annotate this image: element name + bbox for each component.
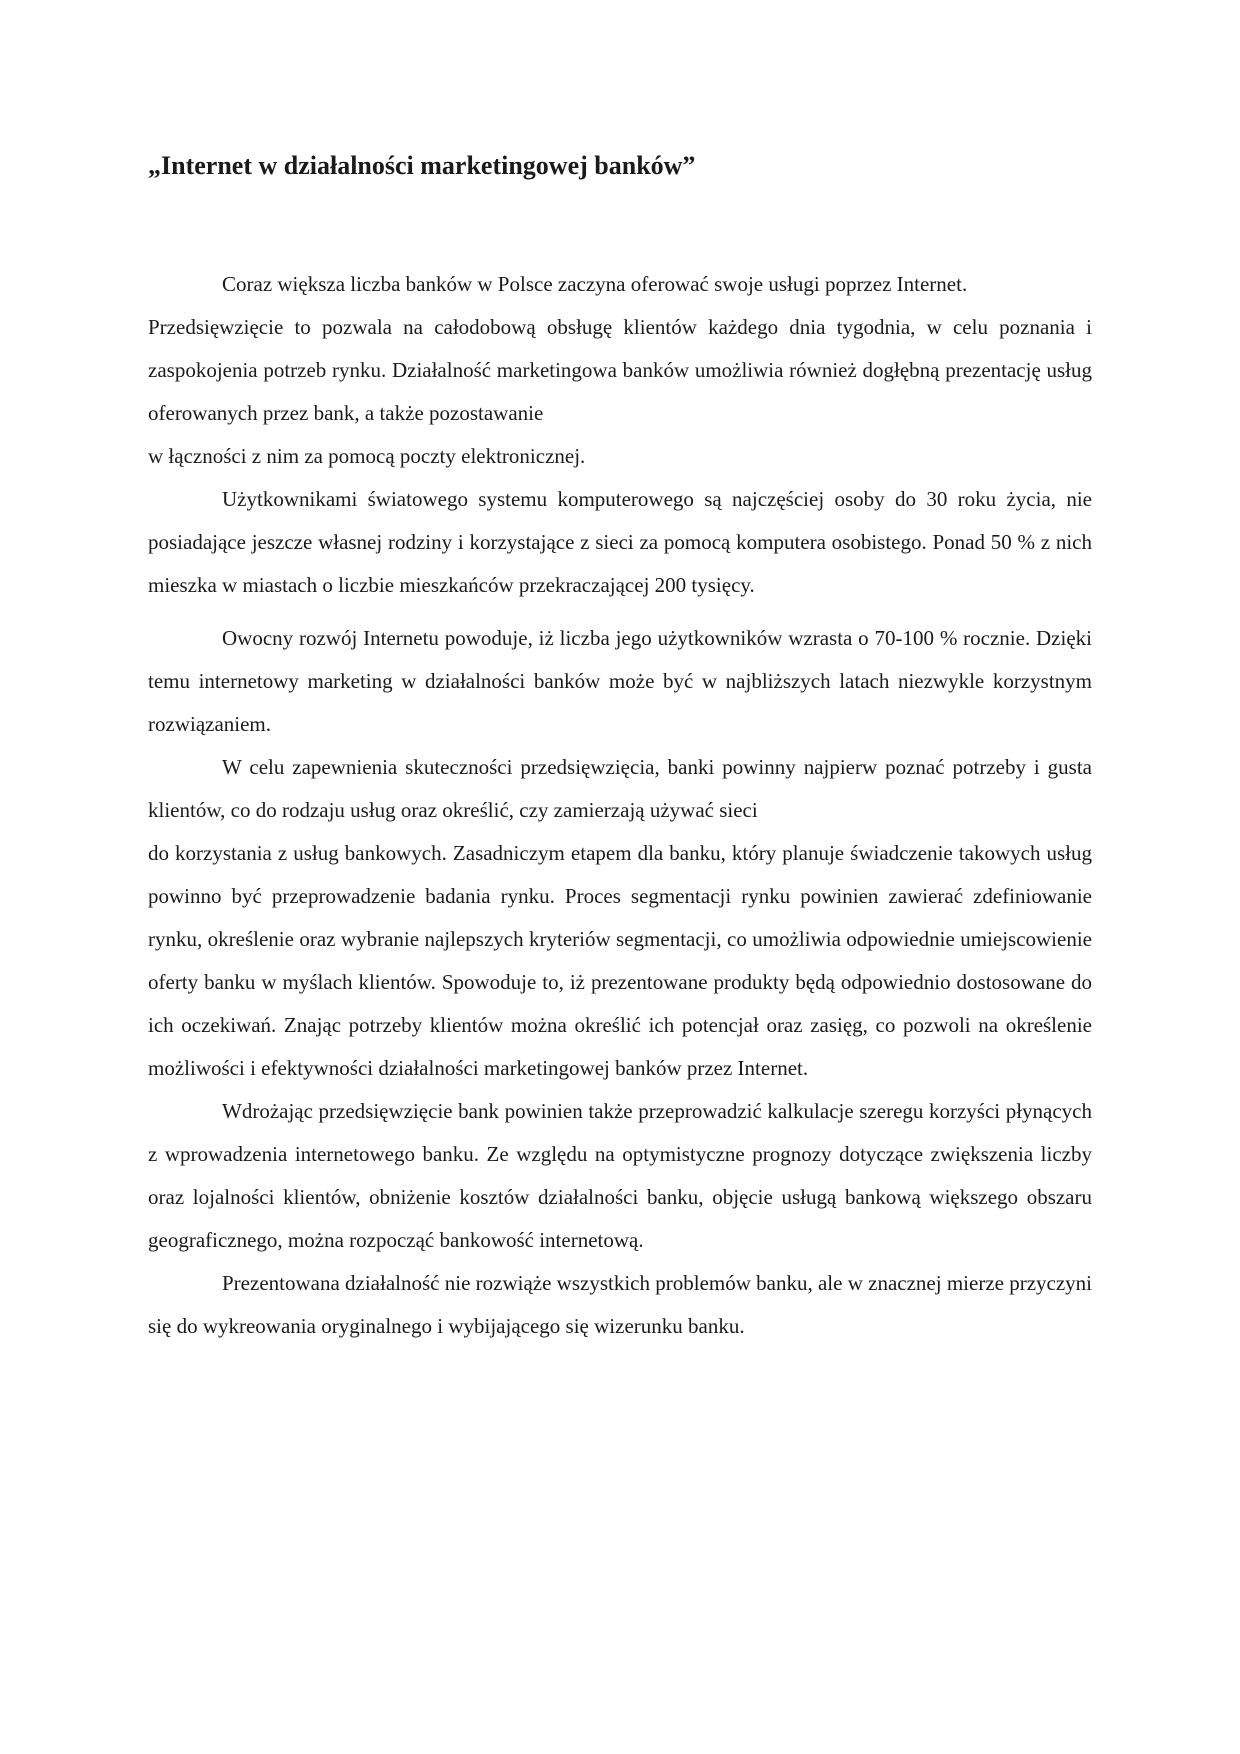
- paragraph-4: Użytkownikami światowego systemu komputerowego są najczęściej osoby do 30 roku życia, nie posiadające jeszcze własnej rodziny i korzystające z sieci za pomocą komputera osobistego. Ponad 50 % z nich mieszka w miastach o liczbie mieszkańców przekraczającej 200 tysięcy.: [148, 487, 1092, 597]
- paragraph-7: do korzystania z usług bankowych. Zasadniczym etapem dla banku, który planuje świadczenie takowych usług powinno być przeprowadzenie badania rynku. Proces segmentacji rynku powinien zawierać zdefiniowanie rynku, określenie oraz wybranie najlepszych kryteriów segmentacji, co umożliwia odpowiednie umiejscowienie oferty banku w myślach klientów. Spowoduje to, iż prezentowane produkty będą odpowiednio dostosowane do ich oczekiwań. Znając potrzeby klientów można określić ich potencjał oraz zasięg, co pozwoli na określenie możliwości i efektywności działalności marketingowej banków przez Internet.: [148, 841, 1092, 1080]
- paragraph-1: Coraz większa liczba banków w Polsce zaczyna oferować swoje usługi poprzez Internet.: [222, 272, 968, 296]
- paragraph-8: Wdrożając przedsięwzięcie bank powinien także przeprowadzić kalkulacje szeregu korzyści płynących z wprowadzenia internetowego banku. Ze względu na optymistyczne prognozy dotyczące zwiększenia liczby oraz lojalności klientów, obniżenie kosztów działalności banku, objęcie usługą bankową większego obszaru geograficznego, można rozpocząć bankowość internetową.: [148, 1099, 1092, 1252]
- paragraph-5: Owocny rozwój Internetu powoduje, iż liczba jego użytkowników wzrasta o 70-100 % rocznie. Dzięki temu internetowy marketing w działalności banków może być w najbliższych latach niezwykle korzystnym rozwiązaniem.: [148, 626, 1092, 736]
- paragraph-9: Prezentowana działalność nie rozwiąże wszystkich problemów banku, ale w znacznej mierze przyczyni się do wykreowania oryginalnego i wybijającego się wizerunku banku.: [148, 1271, 1092, 1338]
- paragraph-3: w łączności z nim za pomocą poczty elektronicznej.: [148, 444, 586, 468]
- paragraph-2: Przedsięwzięcie to pozwala na całodobową obsługę klientów każdego dnia tygodnia, w celu poznania i zaspokojenia potrzeb rynku. Działalność marketingowa banków umożliwia również dogłębną prezentację usług oferowanych przez bank, a także pozostawanie: [148, 315, 1092, 425]
- paragraph-6: W celu zapewnienia skuteczności przedsięwzięcia, banki powinny najpierw poznać potrzeby i gusta klientów, co do rodzaju usług oraz określić, czy zamierzają używać sieci: [148, 755, 1092, 822]
- document-title: „Internet w działalności marketingowej banków”: [148, 151, 696, 180]
- document-body: [148, 263, 1092, 1348]
